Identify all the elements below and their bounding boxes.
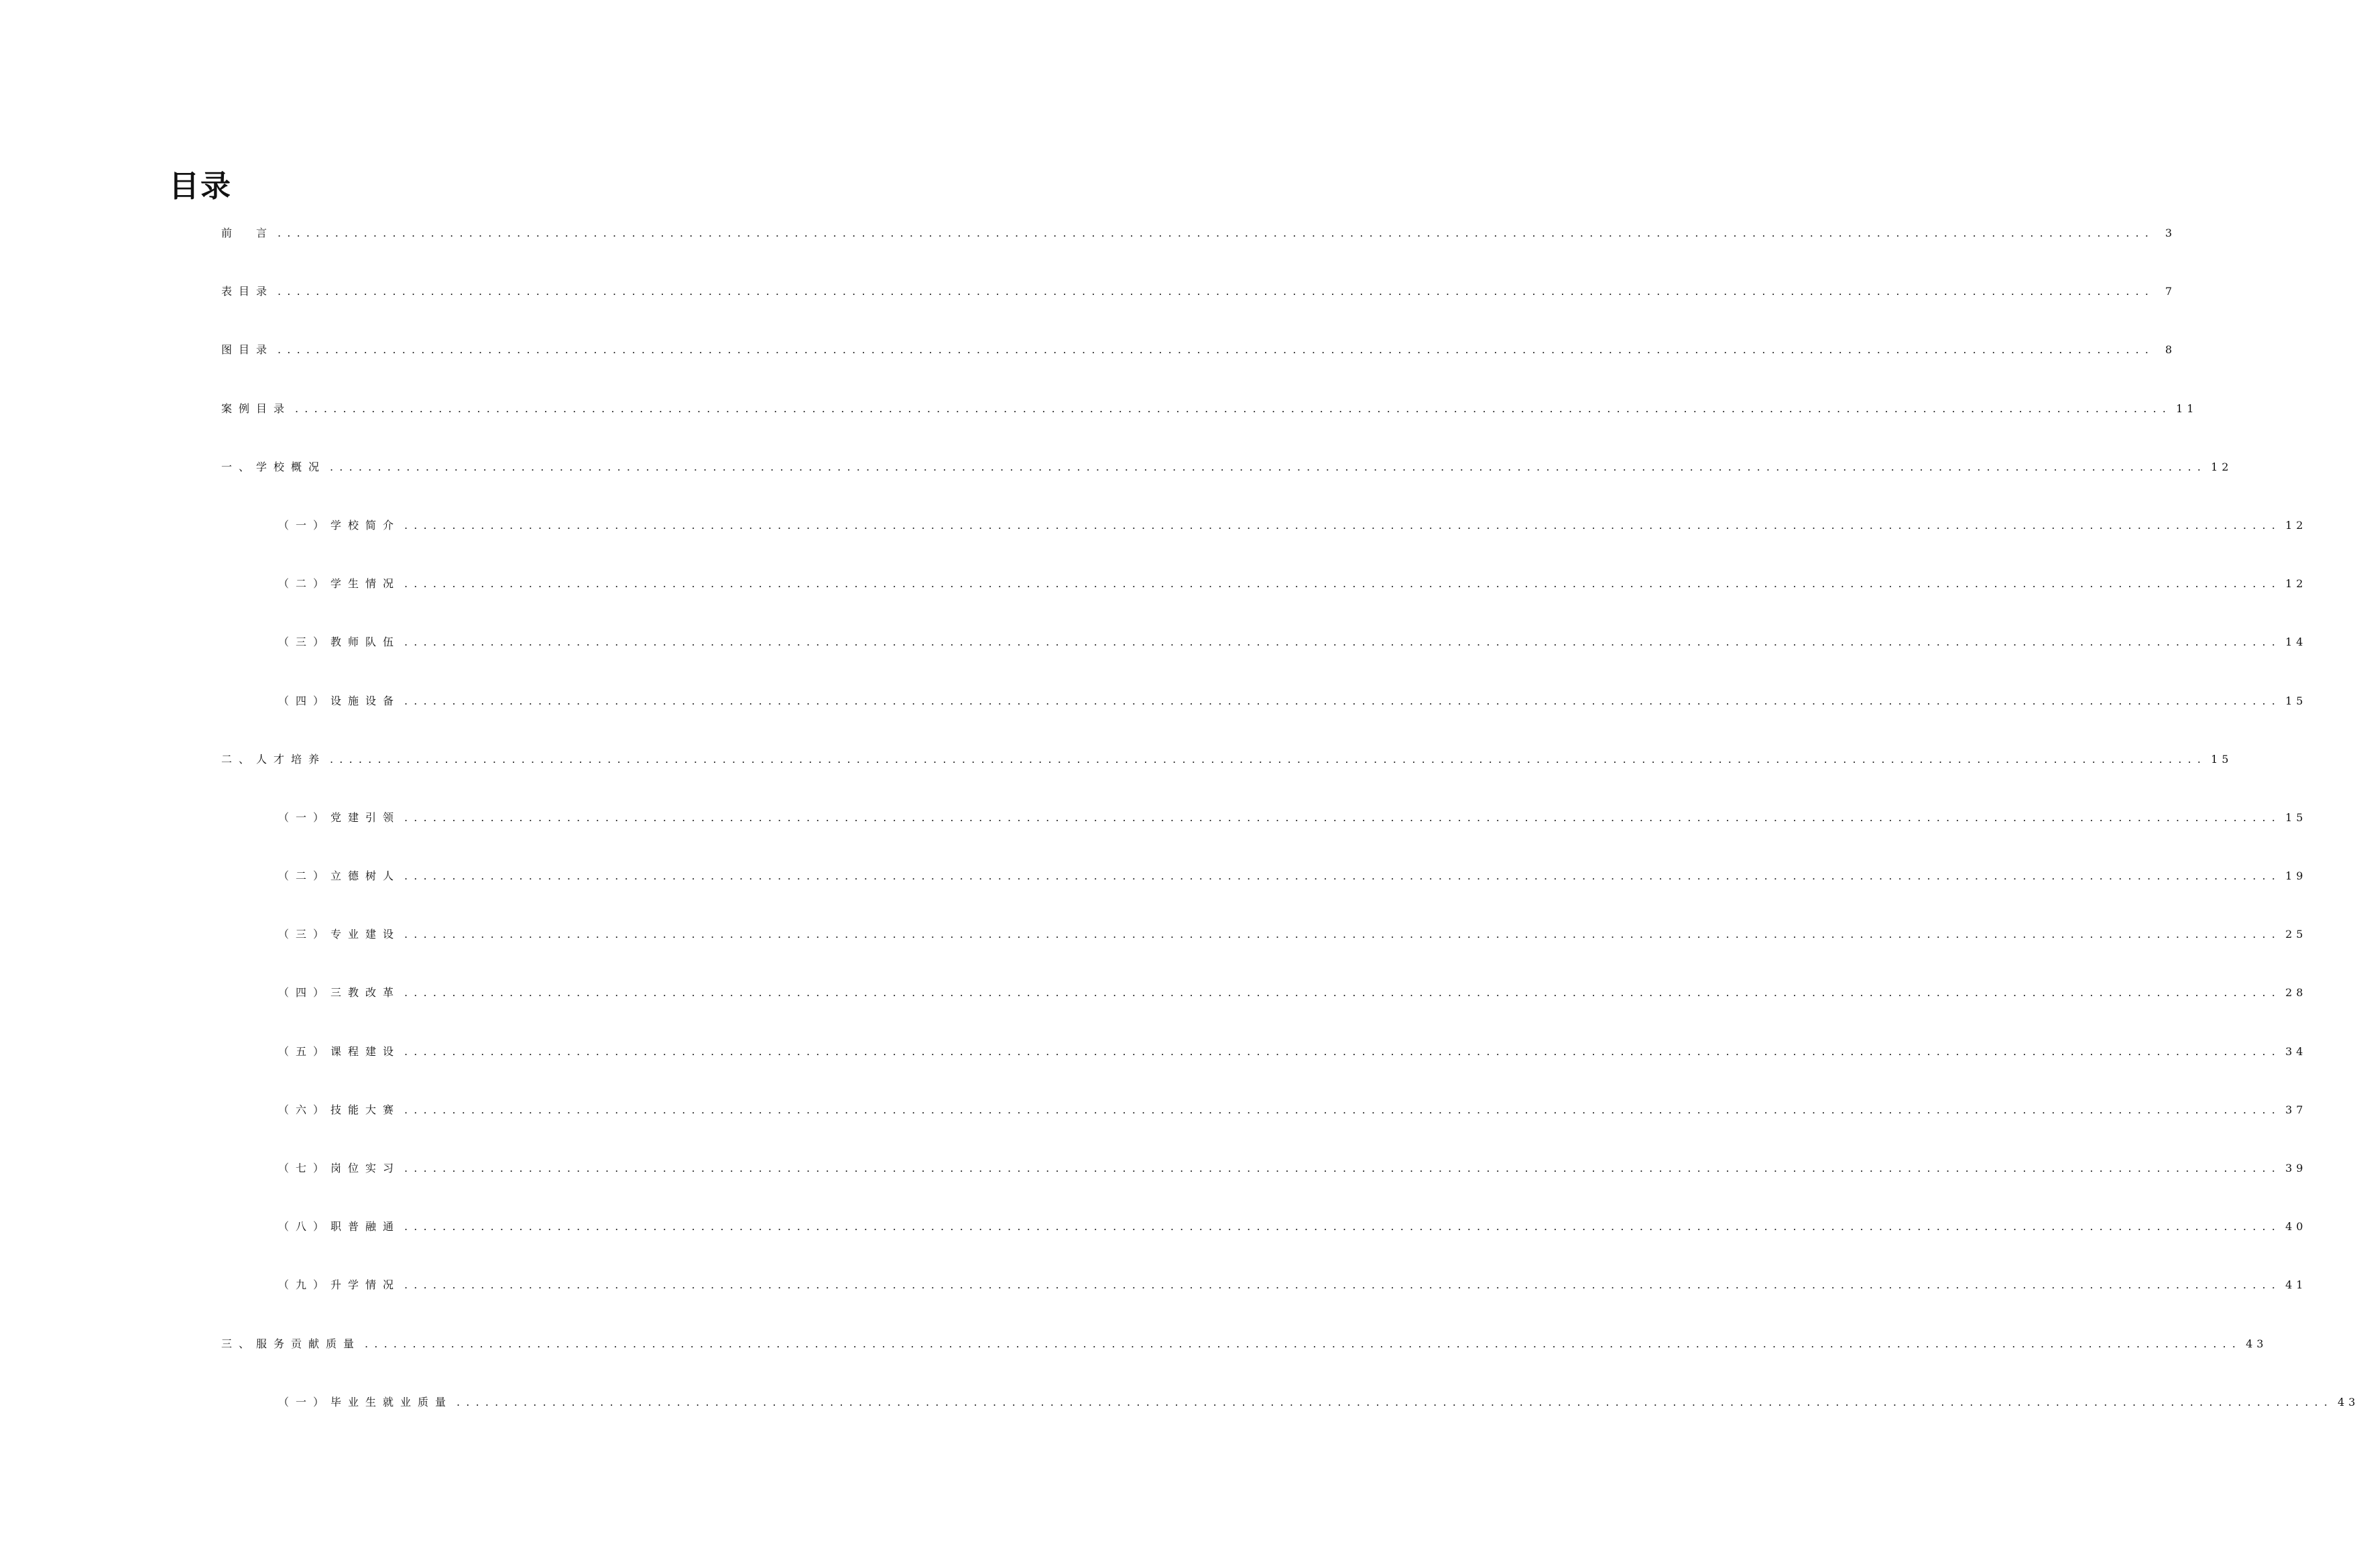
toc-dot-leader: .................................................................................................................................................................................................... (404, 810, 2282, 824)
toc-dot-leader: .................................................................................................................................................................................................... (404, 1220, 2282, 1233)
toc-dot-leader: .................................................................................................................................................................................................... (404, 1278, 2282, 1292)
toc-dot-leader: .................................................................................................................................................................................................... (404, 1103, 2282, 1116)
toc-page-number: 11 (2176, 402, 2198, 415)
toc-entry[interactable] (0, 751, 2233, 809)
toc-dot-leader: .................................................................................................................................................................................................... (330, 752, 2207, 766)
toc-dot-leader: .................................................................................................................................................................................................... (404, 928, 2282, 941)
toc-entry[interactable] (0, 283, 2177, 341)
toc-page-number: 34 (2285, 1044, 2307, 1058)
toc-entry[interactable] (0, 517, 2307, 575)
toc-entry-text: （一）毕业生就业质量 (278, 1395, 453, 1408)
toc-entry-text: （一）学校简介 (278, 518, 401, 532)
toc-entry[interactable] (0, 1276, 2307, 1335)
toc-title: 目录 (169, 168, 233, 204)
toc-dot-leader: .................................................................................................................................................................................................... (295, 402, 2173, 415)
toc-dot-leader: .................................................................................................................................................................................................... (330, 460, 2207, 473)
toc-dot-leader: .................................................................................................................................................................................................... (457, 1395, 2334, 1408)
toc-page-number: 7 (2165, 285, 2177, 298)
toc-entry[interactable] (0, 341, 2177, 400)
toc-dot-leader: .................................................................................................................................................................................................... (278, 343, 2155, 357)
toc-page-number: 37 (2285, 1103, 2307, 1116)
toc-entry-text: 图目录 (221, 343, 274, 357)
toc-entry[interactable] (0, 926, 2307, 984)
toc-entry-text: （八）职普融通 (278, 1220, 401, 1233)
toc-entry-text: （三）教师队伍 (278, 636, 401, 649)
toc-dot-leader: .................................................................................................................................................................................................... (404, 694, 2282, 707)
toc-entry[interactable] (0, 1043, 2307, 1101)
toc-page-number: 14 (2285, 636, 2307, 649)
toc-page-number: 12 (2285, 518, 2307, 532)
toc-entry[interactable] (0, 984, 2307, 1042)
toc-page-number: 28 (2285, 986, 2307, 1000)
toc-entry-text: 二、人才培养 (221, 752, 326, 766)
toc-page-number: 3 (2165, 227, 2177, 239)
toc-page-number: 39 (2285, 1162, 2307, 1174)
toc-page-number: 15 (2285, 810, 2307, 824)
toc-entry[interactable] (0, 1335, 2268, 1394)
toc-page-number: 19 (2285, 869, 2307, 883)
toc-entry-text: 前 言 (221, 227, 274, 239)
toc-entry-text: （二）学生情况 (278, 577, 401, 591)
toc-page-number: 40 (2285, 1220, 2307, 1233)
toc-page-number: 8 (2165, 343, 2177, 357)
toc-page-number: 43 (2338, 1395, 2359, 1408)
toc-dot-leader: .................................................................................................................................................................................................... (404, 577, 2282, 591)
toc-dot-leader: .................................................................................................................................................................................................... (278, 227, 2155, 239)
toc-page-number: 43 (2246, 1337, 2268, 1350)
toc-entry[interactable] (0, 1101, 2307, 1160)
toc-page-number: 15 (2285, 694, 2307, 707)
toc-entry[interactable] (0, 400, 2198, 459)
toc-entry[interactable] (0, 692, 2307, 751)
toc-entry[interactable] (0, 459, 2233, 517)
toc-entry[interactable] (0, 809, 2307, 867)
toc-dot-leader: .................................................................................................................................................................................................... (404, 869, 2282, 883)
toc-dot-leader: .................................................................................................................................................................................................... (404, 1162, 2282, 1174)
toc-entry-text: （四）三教改革 (278, 986, 401, 1000)
toc-page-number: 25 (2285, 928, 2307, 941)
toc-entry-text: 一、学校概况 (221, 460, 326, 473)
toc-entry[interactable] (0, 225, 2177, 283)
toc-entry-text: （三）专业建设 (278, 928, 401, 941)
toc-entry-text: （九）升学情况 (278, 1278, 401, 1292)
toc-dot-leader: .................................................................................................................................................................................................... (404, 986, 2282, 1000)
toc-entry-text: （二）立德树人 (278, 869, 401, 883)
toc-dot-leader: .................................................................................................................................................................................................... (404, 518, 2282, 532)
toc-page-number: 41 (2285, 1278, 2307, 1292)
toc-entry[interactable] (0, 1394, 2359, 1452)
toc-page-number: 15 (2211, 752, 2233, 766)
toc-entry[interactable] (0, 1160, 2307, 1218)
toc-dot-leader: .................................................................................................................................................................................................... (404, 1044, 2282, 1058)
toc-entry-text: （五）课程建设 (278, 1044, 401, 1058)
toc-entry-text: 案例目录 (221, 402, 292, 415)
toc-entry[interactable] (0, 634, 2307, 692)
toc-entry[interactable] (0, 575, 2307, 634)
toc-page-number: 12 (2285, 577, 2307, 591)
toc-entry-text: 三、服务贡献质量 (221, 1337, 361, 1350)
toc-list (0, 225, 2359, 1452)
toc-entry-text: （七）岗位实习 (278, 1162, 401, 1174)
toc-entry-text: （一）党建引领 (278, 810, 401, 824)
toc-entry-text: （四）设施设备 (278, 694, 401, 707)
toc-dot-leader: .................................................................................................................................................................................................... (404, 636, 2282, 649)
toc-entry-text: 表目录 (221, 285, 274, 298)
toc-page-number: 12 (2211, 460, 2233, 473)
toc-dot-leader: .................................................................................................................................................................................................... (365, 1337, 2242, 1350)
toc-entry[interactable] (0, 867, 2307, 926)
toc-dot-leader: .................................................................................................................................................................................................... (278, 285, 2155, 298)
toc-entry[interactable] (0, 1218, 2307, 1276)
toc-entry-text: （六）技能大赛 (278, 1103, 401, 1116)
